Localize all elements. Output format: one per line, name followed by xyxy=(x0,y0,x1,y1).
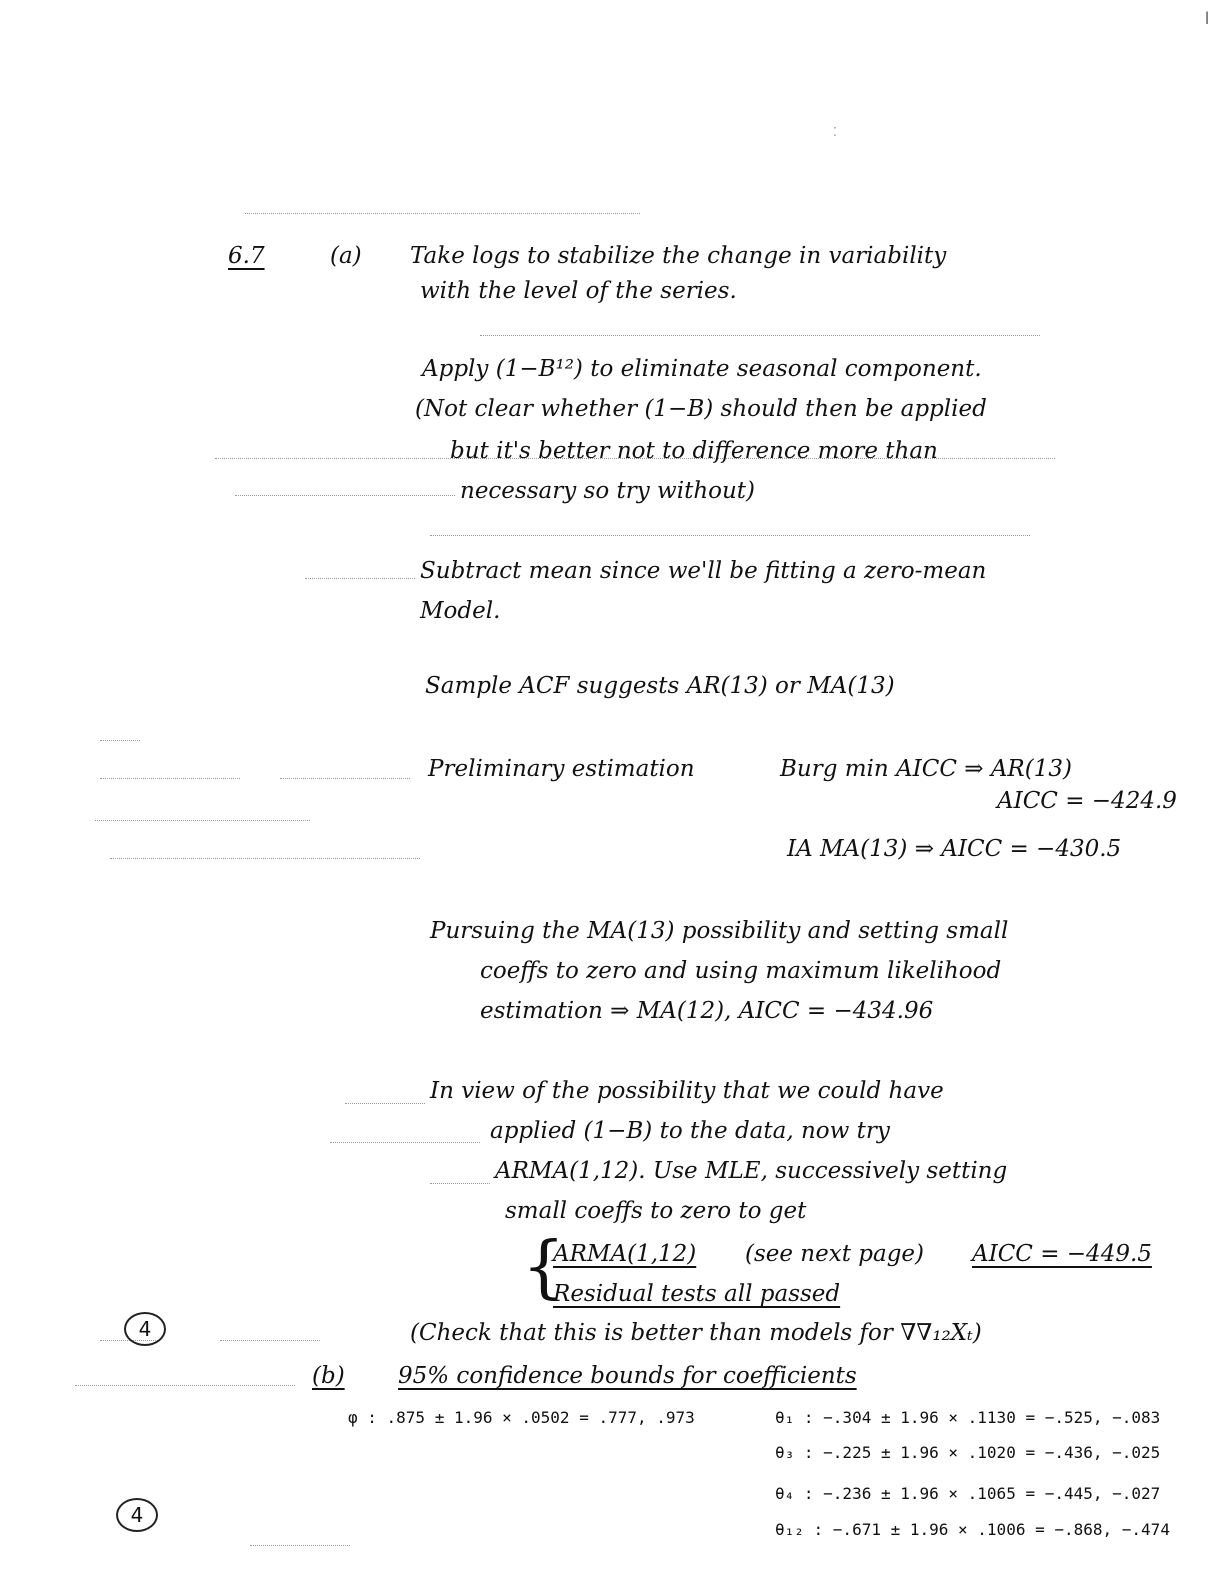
rule-line xyxy=(100,778,240,779)
note-line: Model. xyxy=(420,598,501,624)
note-line: applied (1−B) to the data, now try xyxy=(490,1118,890,1144)
result-note: (see next page) xyxy=(745,1241,925,1267)
rule-line xyxy=(235,495,455,496)
scan-mark: | xyxy=(1205,10,1210,24)
rule-line xyxy=(100,740,140,741)
note-line: but it's better not to difference more than xyxy=(450,438,938,464)
result-aicc: AICC = −449.5 xyxy=(972,1241,1152,1267)
note-line: estimation ⇒ MA(12), AICC = −434.96 xyxy=(480,998,934,1024)
note-line: In view of the possibility that we could have xyxy=(430,1078,944,1104)
part-a-label: (a) xyxy=(330,243,362,269)
note-line: Take logs to stabilize the change in variability xyxy=(410,243,947,269)
rule-line xyxy=(280,778,410,779)
part-b-label: (b) xyxy=(312,1363,345,1389)
note-line: IA MA(13) ⇒ AICC = −430.5 xyxy=(787,836,1122,862)
bound-theta3: θ₃ : −.225 ± 1.96 × .1020 = −.436, −.025 xyxy=(775,1443,1161,1462)
rule-line xyxy=(245,213,640,214)
note-line: Subtract mean since we'll be fitting a zero-mean xyxy=(420,558,987,584)
rule-line xyxy=(330,1142,480,1143)
rule-line xyxy=(250,1545,350,1546)
note-line: 95% confidence bounds for coefficients xyxy=(398,1363,857,1389)
note-line: AICC = −424.9 xyxy=(997,788,1177,814)
section-number: 6.7 xyxy=(228,243,265,269)
rule-line xyxy=(480,335,1040,336)
rule-line xyxy=(75,1385,295,1386)
note-line: (Not clear whether (1−B) should then be applied xyxy=(415,396,987,422)
score-mark: 4 xyxy=(124,1312,166,1346)
note-line: necessary so try without) xyxy=(460,478,756,504)
note-line: (Check that this is better than models for ∇∇₁₂Xₜ) xyxy=(410,1320,982,1346)
score-mark: 4 xyxy=(116,1498,158,1532)
rule-line xyxy=(430,535,1030,536)
note-line: Burg min AICC ⇒ AR(13) xyxy=(780,756,1072,782)
bound-theta1: θ₁ : −.304 ± 1.96 × .1130 = −.525, −.083 xyxy=(775,1408,1161,1427)
note-line: with the level of the series. xyxy=(420,278,737,304)
result-residual: Residual tests all passed xyxy=(553,1281,841,1307)
note-line: Preliminary estimation xyxy=(428,756,695,782)
note-line: Pursuing the MA(13) possibility and setting small xyxy=(430,918,1009,944)
result-model: ARMA(1,12) xyxy=(553,1241,697,1267)
curly-brace: { xyxy=(522,1228,566,1307)
note-line: Sample ACF suggests AR(13) or MA(13) xyxy=(425,673,895,699)
rule-line xyxy=(95,820,310,821)
rule-line xyxy=(110,858,420,859)
bound-phi: φ : .875 ± 1.96 × .0502 = .777, .973 xyxy=(348,1408,695,1427)
rule-line xyxy=(305,578,415,579)
rule-line xyxy=(430,1183,490,1184)
bound-theta4: θ₄ : −.236 ± 1.96 × .1065 = −.445, −.027 xyxy=(775,1484,1161,1503)
note-line: ARMA(1,12). Use MLE, successively setting xyxy=(495,1158,1008,1184)
bound-theta12: θ₁₂ : −.671 ± 1.96 × .1006 = −.868, −.474 xyxy=(775,1520,1170,1539)
note-line: small coeffs to zero to get xyxy=(505,1198,807,1224)
note-line: coeffs to zero and using maximum likelihood xyxy=(480,958,1002,984)
rule-line xyxy=(345,1103,425,1104)
rule-line xyxy=(220,1340,320,1341)
note-line: Apply (1−B¹²) to eliminate seasonal component. xyxy=(422,356,982,382)
scan-mark: ⁚ xyxy=(833,125,837,139)
